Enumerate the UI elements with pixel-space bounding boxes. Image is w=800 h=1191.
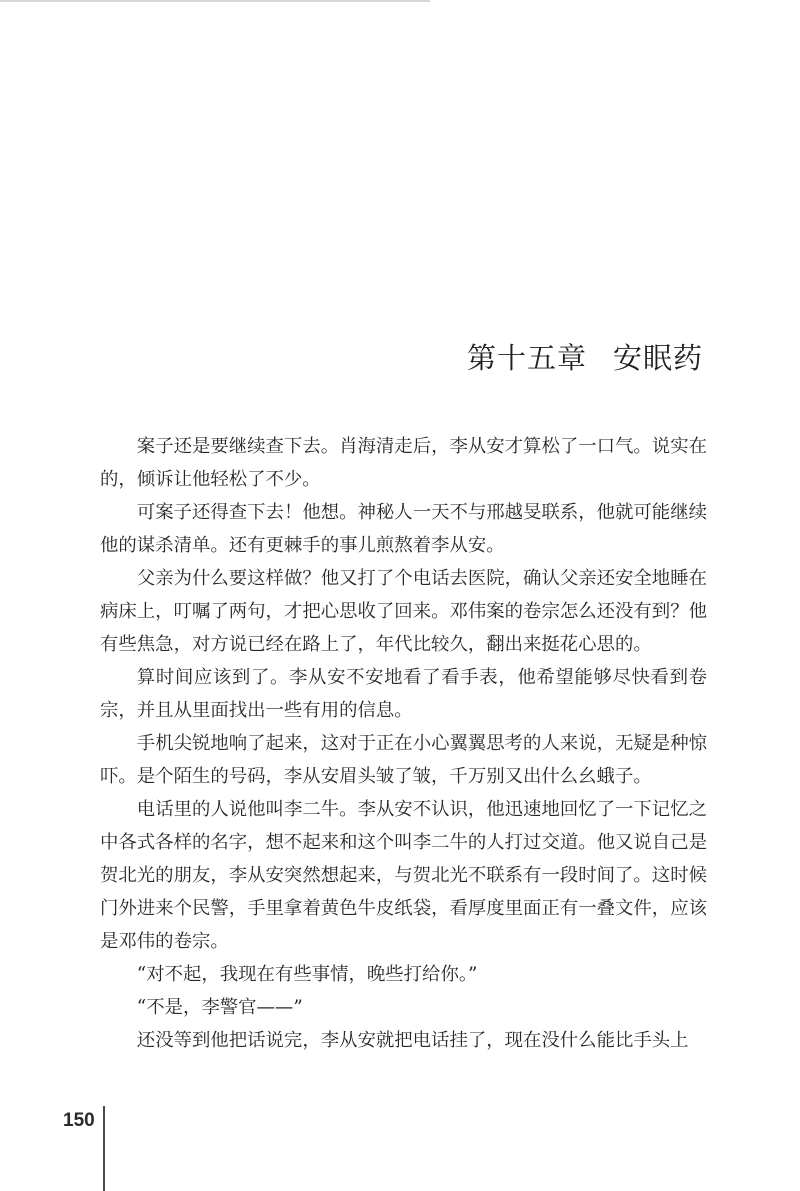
paragraph: 可案子还得查下去！他想。神秘人一天不与邢越旻联系，他就可能继续他的谋杀清单。还有更棘手的事儿煎熬着李从安。 (100, 502, 707, 556)
body-text (100, 430, 707, 1057)
paragraph: 电话里的人说他叫李二牛。李从安不认识，他迅速地回忆了一下记忆之中各式各样的名字，想不起来和这个叫李二牛的人打过交道。他又说自己是贺北光的朋友，李从安突然想起来，与贺北光不联系有一段时间了。这时候门外进来个民警，手里拿着黄色牛皮纸袋，看厚度里面正有一叠文件，应该是邓伟的卷宗。 (100, 799, 707, 952)
page-top-edge (0, 0, 430, 2)
paragraph: 案子还是要继续查下去。肖海清走后，李从安才算松了一口气。说实在的，倾诉让他轻松了不少。 (100, 436, 707, 490)
paragraph: 父亲为什么要这样做？他又打了个电话去医院，确认父亲还安全地睡在病床上，叮嘱了两句，才把心思收了回来。邓伟案的卷宗怎么还没有到？他有些焦急，对方说已经在路上了，年代比较久，翻出来挺花心思的。 (100, 568, 707, 655)
paragraph: “不是，李警官——” (136, 997, 303, 1018)
paragraph: 手机尖锐地响了起来，这对于正在小心翼翼思考的人来说，无疑是种惊吓。是个陌生的号码，李从安眉头皱了皱，千万别又出什么幺蛾子。 (100, 733, 707, 787)
paragraph: 算时间应该到了。李从安不安地看了看手表，他希望能够尽快看到卷宗，并且从里面找出一些有用的信息。 (100, 667, 707, 721)
chapter-title (467, 336, 703, 377)
page-number: 150 (63, 1110, 95, 1131)
chapter-name: 安眠药 (612, 341, 703, 375)
margin-rule (103, 1106, 105, 1191)
paragraph: “对不起，我现在有些事情，晚些打给你。” (136, 964, 478, 985)
chapter-number: 第十五章 (466, 341, 587, 375)
paragraph: 还没等到他把话说完，李从安就把电话挂了，现在没什么能比手头上 (136, 1030, 689, 1051)
